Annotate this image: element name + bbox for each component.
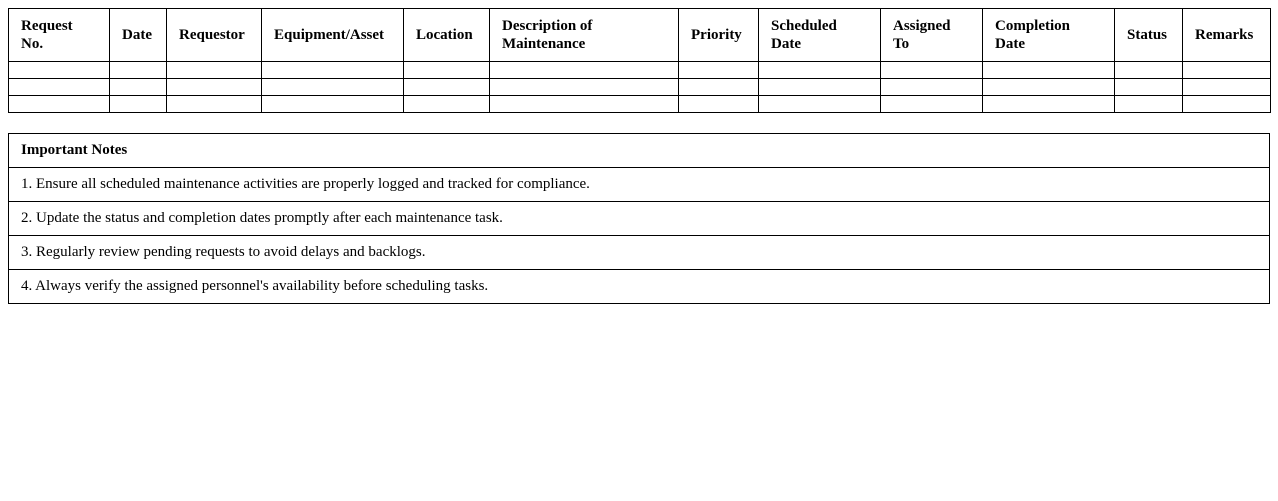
note-item-4: 4. Always verify the assigned personnel's availability before scheduling tasks.: [9, 270, 1270, 304]
table-cell-request-no: [9, 62, 110, 79]
table-cell-scheduled-date: [759, 96, 881, 113]
note-row: [9, 202, 1270, 236]
table-cell-completion-date: [983, 96, 1115, 113]
table-cell-request-no: [9, 96, 110, 113]
notes-title: Important Notes: [9, 134, 1270, 168]
column-header-priority: Priority: [679, 9, 759, 62]
notes-title-row: [9, 134, 1270, 168]
column-header-request-no: Request No.: [9, 9, 110, 62]
table-row: [9, 62, 1271, 79]
table-cell-description: [490, 96, 679, 113]
table-cell-equipment-asset: [262, 79, 404, 96]
note-item-2: 2. Update the status and completion dates promptly after each maintenance task.: [9, 202, 1270, 236]
table-cell-scheduled-date: [759, 62, 881, 79]
table-cell-description: [490, 62, 679, 79]
table-cell-requestor: [167, 96, 262, 113]
table-cell-date: [110, 96, 167, 113]
column-header-location: Location: [404, 9, 490, 62]
table-cell-description: [490, 79, 679, 96]
table-cell-remarks: [1183, 62, 1271, 79]
table-cell-equipment-asset: [262, 96, 404, 113]
column-header-assigned-to: Assigned To: [881, 9, 983, 62]
table-cell-location: [404, 96, 490, 113]
table-cell-assigned-to: [881, 62, 983, 79]
table-cell-completion-date: [983, 62, 1115, 79]
table-cell-status: [1115, 96, 1183, 113]
column-header-description: Description of Maintenance: [490, 9, 679, 62]
column-header-scheduled-date: Scheduled Date: [759, 9, 881, 62]
table-cell-date: [110, 79, 167, 96]
table-cell-remarks: [1183, 79, 1271, 96]
note-item-3: 3. Regularly review pending requests to avoid delays and backlogs.: [9, 236, 1270, 270]
table-cell-completion-date: [983, 79, 1115, 96]
table-cell-location: [404, 62, 490, 79]
table-cell-status: [1115, 79, 1183, 96]
table-cell-status: [1115, 62, 1183, 79]
table-cell-assigned-to: [881, 79, 983, 96]
table-header-row: [9, 9, 1271, 62]
column-header-status: Status: [1115, 9, 1183, 62]
table-cell-date: [110, 62, 167, 79]
note-row: [9, 270, 1270, 304]
table-row: [9, 79, 1271, 96]
table-cell-priority: [679, 79, 759, 96]
table-cell-priority: [679, 62, 759, 79]
table-row: [9, 96, 1271, 113]
table-cell-scheduled-date: [759, 79, 881, 96]
table-cell-requestor: [167, 62, 262, 79]
table-cell-priority: [679, 96, 759, 113]
note-row: [9, 168, 1270, 202]
column-header-equipment-asset: Equipment/Asset: [262, 9, 404, 62]
column-header-completion-date: Completion Date: [983, 9, 1115, 62]
table-cell-assigned-to: [881, 96, 983, 113]
table-cell-location: [404, 79, 490, 96]
table-cell-equipment-asset: [262, 62, 404, 79]
column-header-requestor: Requestor: [167, 9, 262, 62]
table-body: [9, 62, 1271, 113]
table-cell-requestor: [167, 79, 262, 96]
column-header-date: Date: [110, 9, 167, 62]
note-item-1: 1. Ensure all scheduled maintenance activities are properly logged and tracked for compliance.: [9, 168, 1270, 202]
table-cell-request-no: [9, 79, 110, 96]
maintenance-log-table: [8, 8, 1271, 113]
important-notes-table: [8, 133, 1270, 304]
table-cell-remarks: [1183, 96, 1271, 113]
note-row: [9, 236, 1270, 270]
column-header-remarks: Remarks: [1183, 9, 1271, 62]
